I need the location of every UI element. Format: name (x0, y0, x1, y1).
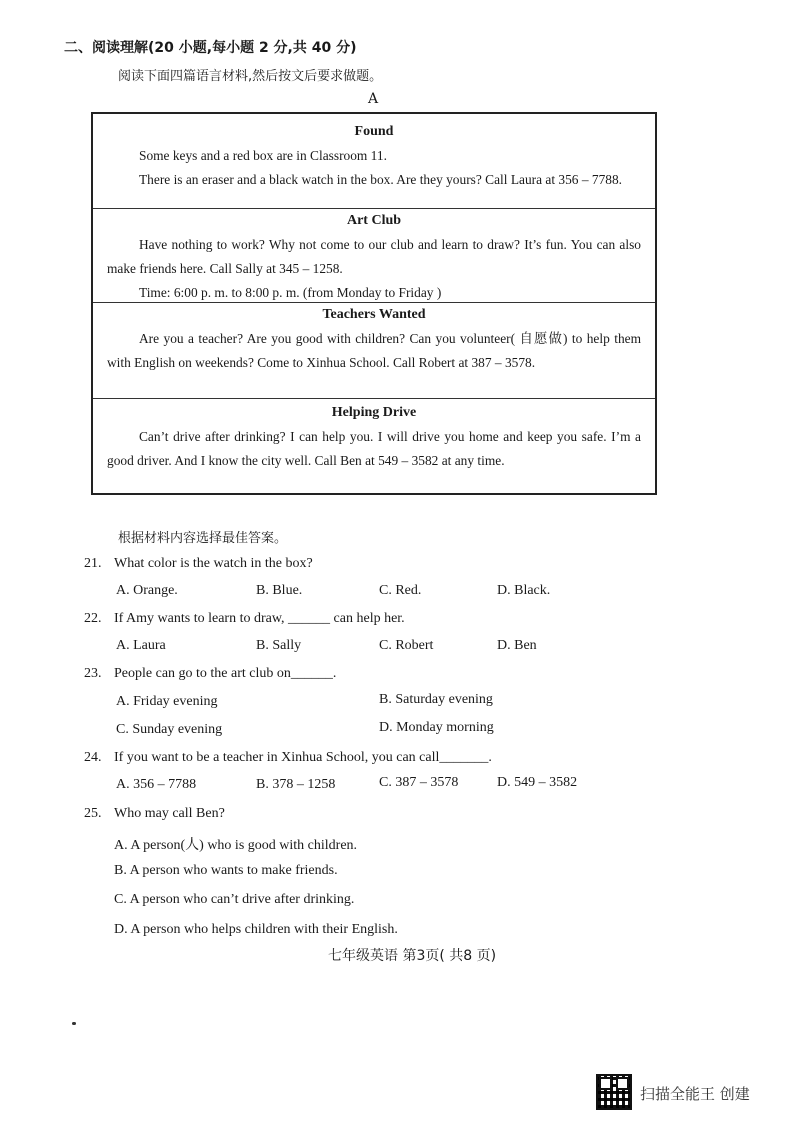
notice-body (107, 425, 641, 473)
option[interactable]: D. Black. (497, 583, 551, 598)
questions-instruction: 根据材料内容选择最佳答案。 (118, 531, 288, 546)
question-number: 24. (84, 750, 102, 765)
notice-art-club (93, 209, 655, 303)
notice-line: Time: 6:00 p. m. to 8:00 p. m. (from Monday to Friday ) (139, 285, 442, 300)
notice-board (91, 112, 657, 495)
question-25 (84, 806, 225, 822)
option[interactable]: C. Red. (379, 583, 422, 598)
notice-body (107, 233, 641, 305)
notice-body (107, 327, 641, 375)
option[interactable]: C. 387 – 3578 (379, 775, 459, 790)
option[interactable]: A. A person(人) who is good with children. (114, 838, 358, 853)
question-stem: Who may call Ben? (114, 806, 225, 821)
option[interactable]: B. Saturday evening (379, 692, 493, 707)
question-number: 25. (84, 806, 102, 821)
option[interactable]: D. 549 – 3582 (497, 775, 578, 790)
question-21 (84, 556, 313, 572)
scan-speck (72, 1022, 76, 1025)
question-stem: If you want to be a teacher in Xinhua School, you can call_______. (114, 750, 492, 765)
question-stem: What color is the watch in the box? (114, 556, 313, 571)
option[interactable]: A. Laura (116, 638, 166, 653)
option[interactable]: B. Sally (256, 638, 302, 653)
notice-title: Art Club (346, 213, 402, 228)
option[interactable]: B. A person who wants to make friends. (114, 863, 338, 878)
option[interactable]: B. Blue. (256, 583, 303, 598)
notice-line: Some keys and a red box are in Classroom 11. (139, 148, 387, 163)
option[interactable]: A. Friday evening (116, 694, 218, 709)
notice-line: There is an eraser and a black watch in the box. Are they yours? Call Laura at 356 – 7788. (139, 172, 623, 187)
notice-teachers-wanted (93, 303, 655, 399)
question-number: 21. (84, 556, 102, 571)
option[interactable]: D. Ben (497, 638, 537, 653)
option[interactable]: C. Robert (379, 638, 434, 653)
page-footer: 七年级英语 第3页( 共8 页) (328, 948, 497, 964)
notice-line: Have nothing to work? Why not come to our club and learn to draw? It’s fun. You can also make friends here. Call Sally at 345 – 1258. (107, 237, 641, 276)
question-stem: People can go to the art club on______. (114, 666, 337, 681)
question-stem: If Amy wants to learn to draw, ______ can help her. (114, 611, 405, 626)
notice-body (107, 144, 641, 192)
section-title: 二、阅读理解(20 小题,每小题 2 分,共 40 分) (64, 40, 357, 56)
question-22 (84, 611, 405, 627)
question-number: 23. (84, 666, 102, 681)
qr-code-icon (596, 1074, 632, 1110)
notice-title: Found (354, 124, 394, 139)
scanner-watermark: 扫描全能王 创建 (640, 1085, 750, 1103)
notice-found (93, 114, 655, 209)
notice-line: Are you a teacher? Are you good with children? Can you volunteer( 自愿做) to help them with English on weekends? Come to Xinhua School. Call Robert at 387 – 3578. (107, 331, 641, 370)
question-23 (84, 666, 336, 682)
option[interactable]: C. A person who can’t drive after drinking. (114, 892, 355, 907)
reading-instruction: 阅读下面四篇语言材料,然后按文后要求做题。 (118, 69, 383, 84)
passage-label: A (368, 91, 379, 107)
option[interactable]: A. Orange. (116, 583, 178, 598)
option[interactable]: A. 356 – 7788 (116, 777, 197, 792)
notice-title: Helping Drive (331, 405, 417, 420)
option[interactable]: B. 378 – 1258 (256, 777, 336, 792)
notice-line: Can’t drive after drinking? I can help you. I will drive you home and keep you safe. I’m a good driver. And I know the city well. Call Ben at 549 – 3582 at any time. (107, 429, 641, 468)
question-number: 22. (84, 611, 102, 626)
option[interactable]: C. Sunday evening (116, 722, 223, 737)
notice-title: Teachers Wanted (322, 307, 426, 322)
option[interactable]: D. A person who helps children with their English. (114, 922, 398, 937)
notice-helping-drive (93, 399, 655, 495)
option[interactable]: D. Monday morning (379, 720, 494, 735)
question-24 (84, 750, 492, 766)
